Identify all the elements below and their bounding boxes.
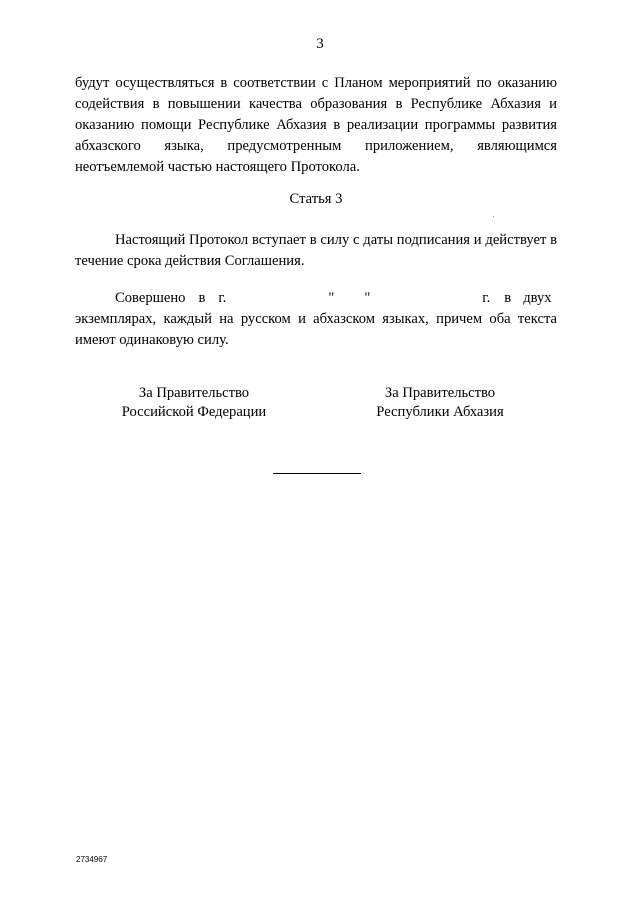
paragraph-1 [75, 73, 557, 178]
signature-right-line1: За Правительство [384, 385, 496, 401]
paragraph-1-line: содействия в повышении качества образования в Республике Абхазия и [75, 96, 557, 112]
signature-block-left [94, 384, 294, 422]
end-divider [273, 473, 361, 474]
p3-quote-open: " [328, 290, 335, 306]
p3-word: г. [482, 290, 491, 306]
signature-block-right [340, 384, 540, 422]
paragraph-1-line: неотъемлемой частью настоящего Протокола. [75, 159, 360, 175]
page-number: 3 [316, 36, 324, 52]
p3-word: г. [218, 290, 227, 306]
scan-speck [493, 216, 494, 217]
signature-left-line1: За Правительство [138, 385, 250, 401]
paragraph-1-line: абхазского языка, предусмотренным приложением, являющимся [75, 138, 557, 154]
p3-word: Совершено [115, 290, 186, 306]
paragraph-3-rest: экземплярах, каждый на русском и абхазском языках, причем оба текста имеют одинаковую силу. [75, 311, 557, 348]
article-heading: Статья 3 [289, 191, 343, 207]
p3-word: в [198, 290, 206, 306]
paragraph-3-first-line [75, 288, 557, 309]
p3-word: в [504, 290, 512, 306]
document-code: 2734967 [76, 855, 108, 864]
signature-right-line2: Республики Абхазия [376, 404, 504, 420]
p3-word: двух [523, 290, 552, 306]
paragraph-1-line: оказанию помощи Республике Абхазия в реализации программы развития [75, 117, 557, 133]
paragraph-1-line: будут осуществляться в соответствии с Планом мероприятий по оказанию [75, 75, 557, 91]
p3-quote-close: " [364, 290, 371, 306]
signature-left-line2: Российской Федерации [121, 404, 267, 420]
paragraph-2: Настоящий Протокол вступает в силу с даты подписания и действует в течение срока действия Соглашения. [75, 232, 557, 269]
